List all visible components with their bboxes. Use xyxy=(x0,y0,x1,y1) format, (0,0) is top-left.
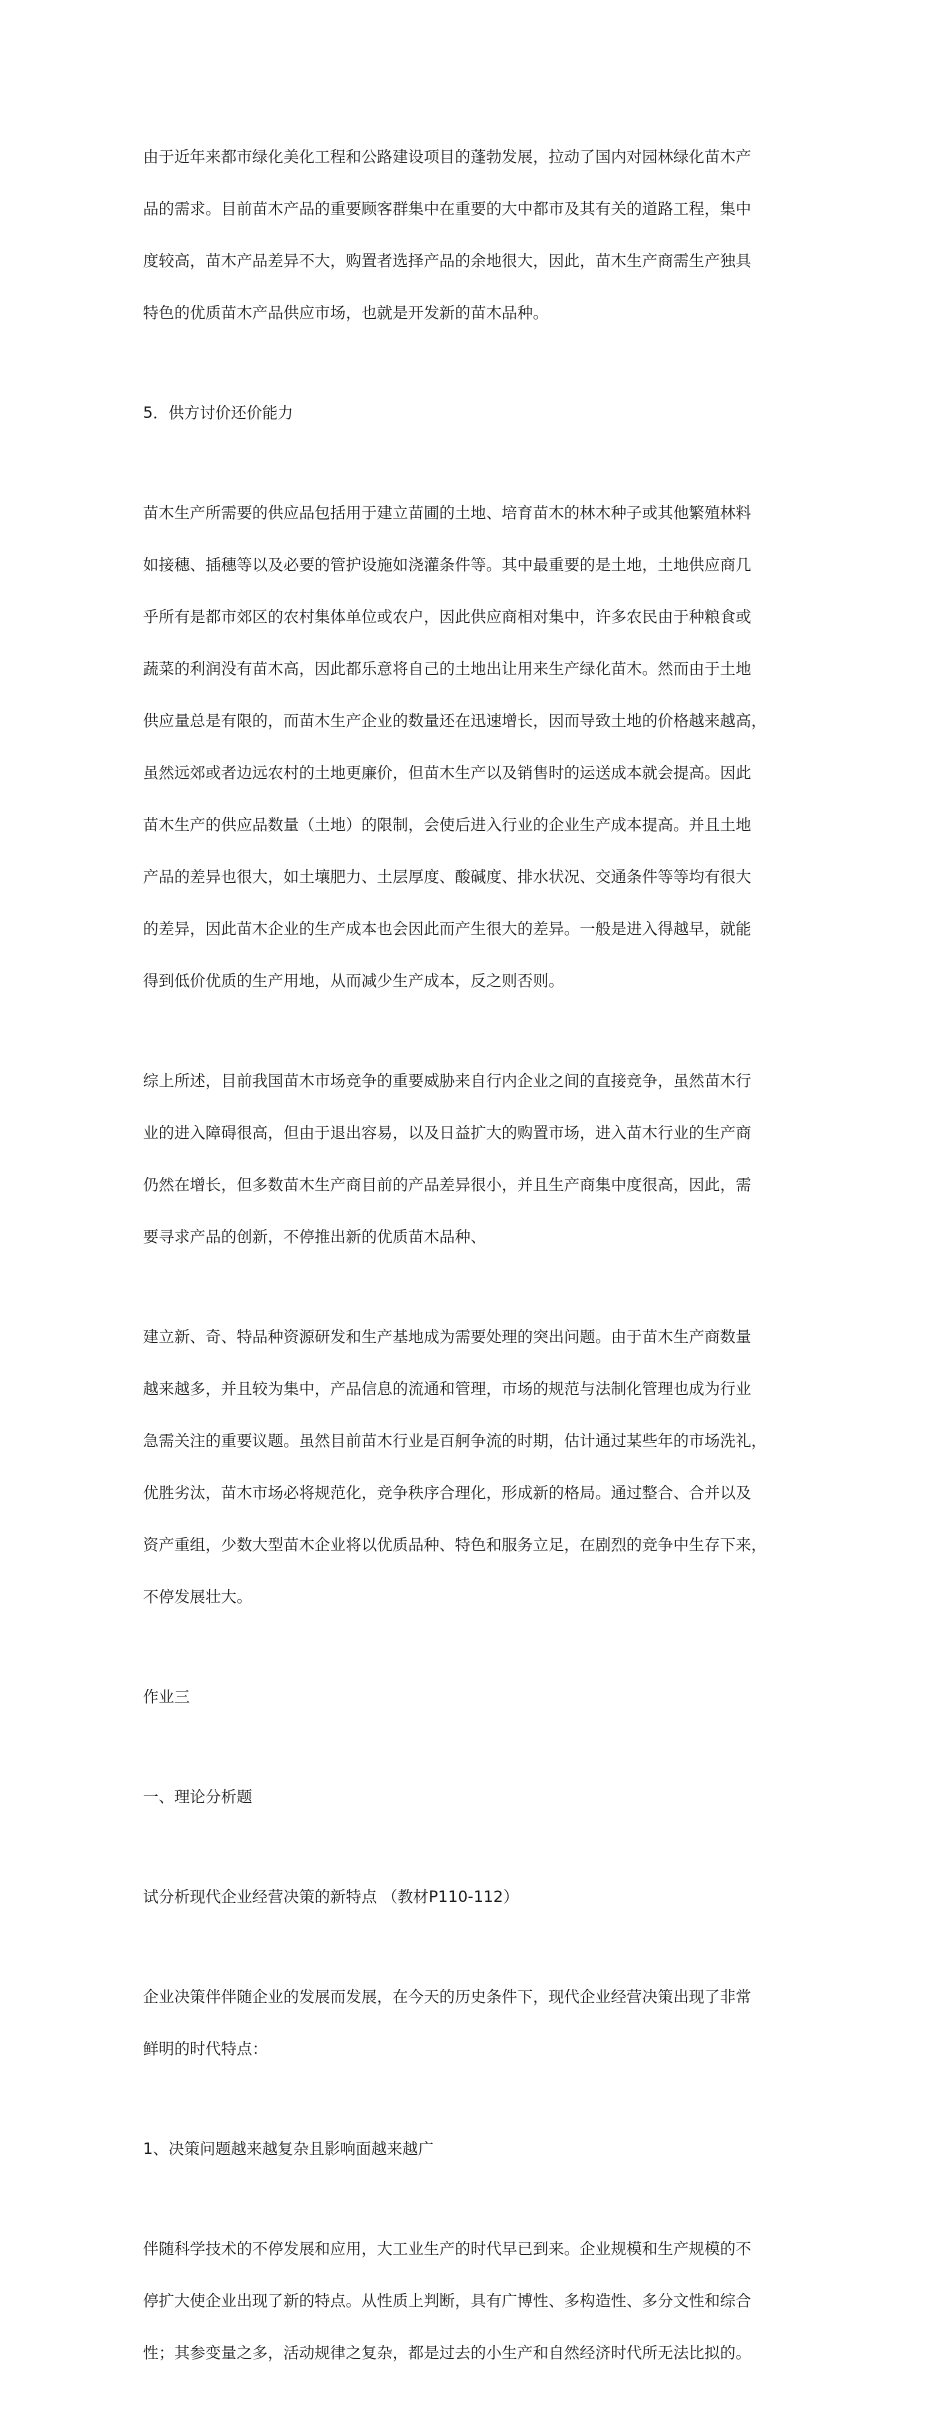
text-line: 业的进入障碍很高，但由于退出容易，以及日益扩大的购置市场，进入苗木行业的生产商 xyxy=(143,1124,752,1142)
text-line: 资产重组，少数大型苗木企业将以优质品种、特色和服务立足，在剧烈的竞争中生存下来， xyxy=(143,1536,767,1554)
text-line: 不停发展壮大。 xyxy=(143,1588,253,1606)
paragraph-decision-intro xyxy=(143,1958,807,2088)
text-line: 性；其参变量之多，活动规律之复杂，都是过去的小生产和自然经济时代所无法比拟的。 xyxy=(143,2344,752,2362)
heading-point-one xyxy=(143,2110,807,2188)
section-heading-supplier-bargaining xyxy=(143,374,807,452)
text-line: 综上所述，目前我国苗木市场竞争的重要威胁来自行内企业之间的直接竞争，虽然苗木行 xyxy=(143,1072,752,1090)
text-line: 苗木生产所需要的供应品包括用于建立苗圃的土地、培育苗木的林木种子或其他繁殖林料 xyxy=(143,504,752,522)
text-line: 如接穗、插穗等以及必要的管护设施如浇灌条件等。其中最重要的是土地，土地供应商几 xyxy=(143,556,752,574)
document-page xyxy=(143,118,807,2414)
text-line: 度较高，苗木产品差异不大，购置者选择产品的余地很大，因此，苗木生产商需生产独具 xyxy=(143,252,752,270)
text-line: 越来越多，并且较为集中，产品信息的流通和管理，市场的规范与法制化管理也成为行业 xyxy=(143,1380,752,1398)
text-line: 企业决策伴伴随企业的发展而发展，在今天的历史条件下，现代企业经营决策出现了非常 xyxy=(143,1988,752,2006)
heading-text: 作业三 xyxy=(143,1688,190,1706)
text-line: 建立新、奇、特品种资源研发和生产基地成为需要处理的突出问题。由于苗木生产商数量 xyxy=(143,1328,752,1346)
paragraph-summary xyxy=(143,1042,807,1276)
text-line: 乎所有是都市郊区的农村集体单位或农户，因此供应商相对集中，许多农民由于种粮食或 xyxy=(143,608,752,626)
heading-assignment-three xyxy=(143,1658,807,1736)
text-line: 伴随科学技术的不停发展和应用，大工业生产的时代早已到来。企业规模和生产规模的不 xyxy=(143,2240,752,2258)
text-line: 要寻求产品的创新，不停推出新的优质苗木品种、 xyxy=(143,1228,487,1246)
heading-text: 一、理论分析题 xyxy=(143,1788,253,1806)
text-line: 仍然在增长，但多数苗木生产商目前的产品差异很小，并且生产商集中度很高，因此，需 xyxy=(143,1176,752,1194)
text-line: 得到低价优质的生产用地，从而减少生产成本，反之则否则。 xyxy=(143,972,565,990)
paragraph-supplier-land xyxy=(143,474,807,1020)
paragraph-urban-greening-demand xyxy=(143,118,807,352)
heading-question xyxy=(143,1858,807,1936)
text-line: 优胜劣汰，苗木市场必将规范化，竞争秩序合理化，形成新的格局。通过整合、合并以及 xyxy=(143,1484,752,1502)
text-line: 停扩大使企业出现了新的特点。从性质上判断，具有广博性、多构造性、多分文性和综合 xyxy=(143,2292,752,2310)
heading-text: 5．供方讨价还价能力 xyxy=(143,404,294,422)
heading-text: 试分析现代企业经营决策的新特点 （教材P110-112） xyxy=(143,1888,519,1906)
text-line: 由于近年来都市绿化美化工程和公路建设项目的蓬勃发展，拉动了国内对园林绿化苗木产 xyxy=(143,148,752,166)
text-line: 鲜明的时代特点： xyxy=(143,2040,268,2058)
heading-theory-analysis xyxy=(143,1758,807,1836)
text-line: 苗木生产的供应品数量（土地）的限制，会使后进入行业的企业生产成本提高。并且土地 xyxy=(143,816,752,834)
text-line: 供应量总是有限的，而苗木生产企业的数量还在迅速增长，因而导致土地的价格越来越高， xyxy=(143,712,767,730)
text-line: 产品的差异也很大，如土壤肥力、土层厚度、酸碱度、排水状况、交通条件等等均有很大 xyxy=(143,868,752,886)
text-line: 特色的优质苗木产品供应市场，也就是开发新的苗木品种。 xyxy=(143,304,549,322)
text-line: 的差异，因此苗木企业的生产成本也会因此而产生很大的差异。一般是进入得越早，就能 xyxy=(143,920,752,938)
heading-text: 1、决策问题越来越复杂且影响面越来越广 xyxy=(143,2140,434,2158)
paragraph-new-varieties xyxy=(143,1298,807,1636)
text-line: 品的需求。目前苗木产品的重要顾客群集中在重要的大中都市及其有关的道路工程，集中 xyxy=(143,200,752,218)
text-line: 急需关注的重要议题。虽然目前苗木行业是百舸争流的时期，估计通过某些年的市场洗礼， xyxy=(143,1432,767,1450)
paragraph-point-one xyxy=(143,2210,807,2392)
text-line: 蔬菜的利润没有苗木高，因此都乐意将自己的土地出让用来生产绿化苗木。然而由于土地 xyxy=(143,660,752,678)
text-line: 虽然远郊或者边远农村的土地更廉价，但苗木生产以及销售时的运送成本就会提高。因此 xyxy=(143,764,752,782)
